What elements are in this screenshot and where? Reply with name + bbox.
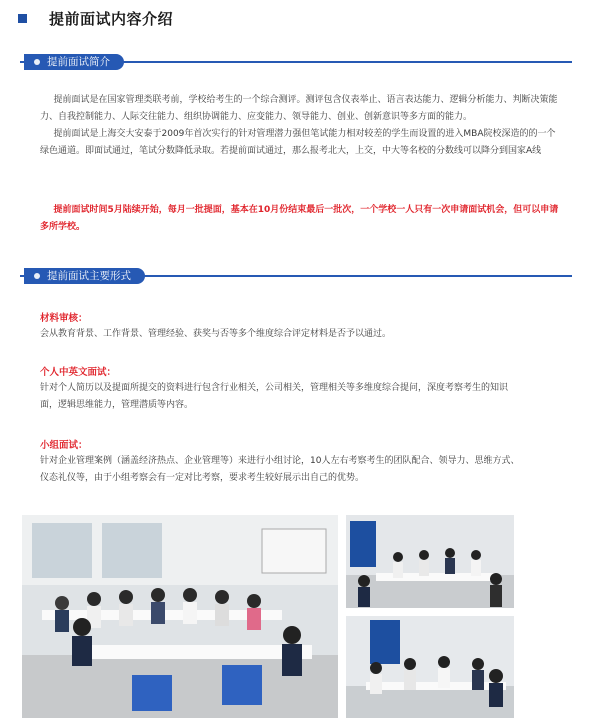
item-title-material-review: 材料审核： — [40, 313, 88, 324]
item-text-group-interview: 针对企业管理案例（涵盖经济热点、企业管理等）来进行小组讨论，10人左右考察考生的团队配合、领导力、思维方式、仪态礼仪等，由于小组考察会有一定对比考察，要求考生较好展示出自己的优势。 — [40, 456, 520, 483]
section-bar-intro — [20, 54, 572, 70]
dot-icon — [34, 273, 40, 279]
item-title-group-interview: 小组面试： — [40, 440, 88, 451]
item-text-material-review: 会从教育背景、工作背景、管理经验、获奖与否等多个维度综合评定材料是否予以通过。 — [40, 329, 392, 339]
intro-paragraph-2: 提前面试是上海交大安泰于2009年首次实行的针对管理潜力强但笔试能力相对较差的学生而设置的进入MBA院校深造的的一个绿色通道。即面试通过，笔试分数降低录取。若提前面试通过，那么报考北大，上交，中大等名校的分数线可以降分到国家A线 — [40, 129, 556, 156]
item-text-personal-interview: 针对个人简历以及提面所提交的资料进行包含行业相关，公司相关，管理相关等多维度综合提问，深度考察考生的知识面，逻辑思维能力，管理潜质等内容。 — [40, 383, 509, 410]
page-title: 提前面试内容介绍 — [49, 9, 174, 28]
intro-paragraph-1: 提前面试是在国家管理类联考前，学校给考生的一个综合测评。测评包含仪表举止、语言表达能力、逻辑分析能力、判断决策能力、自我控制能力、人际交往能力、组织协调能力、应变能力、领导能力、创业、创新意识等多方面的能力。 — [40, 95, 558, 122]
section-bar-forms — [20, 268, 572, 284]
item-title-personal-interview: 个人中英文面试： — [40, 367, 117, 378]
group-discussion-bottom-photo — [346, 616, 514, 718]
section-label-forms: 提前面试主要形式 — [24, 268, 145, 284]
section-label-intro: 提前面试简介 — [24, 54, 124, 70]
group-discussion-top-photo — [346, 515, 514, 608]
dot-icon — [34, 59, 40, 65]
classroom-large-photo — [22, 515, 338, 718]
header-square-icon — [18, 14, 27, 23]
page-header — [18, 6, 173, 30]
interview-time-note: 提前面试时间5月陆续开始，每月一批提面，基本在10月份结束最后一批次，一个学校一人只有一次申请面试机会，但可以申请多所学校。 — [40, 205, 559, 232]
